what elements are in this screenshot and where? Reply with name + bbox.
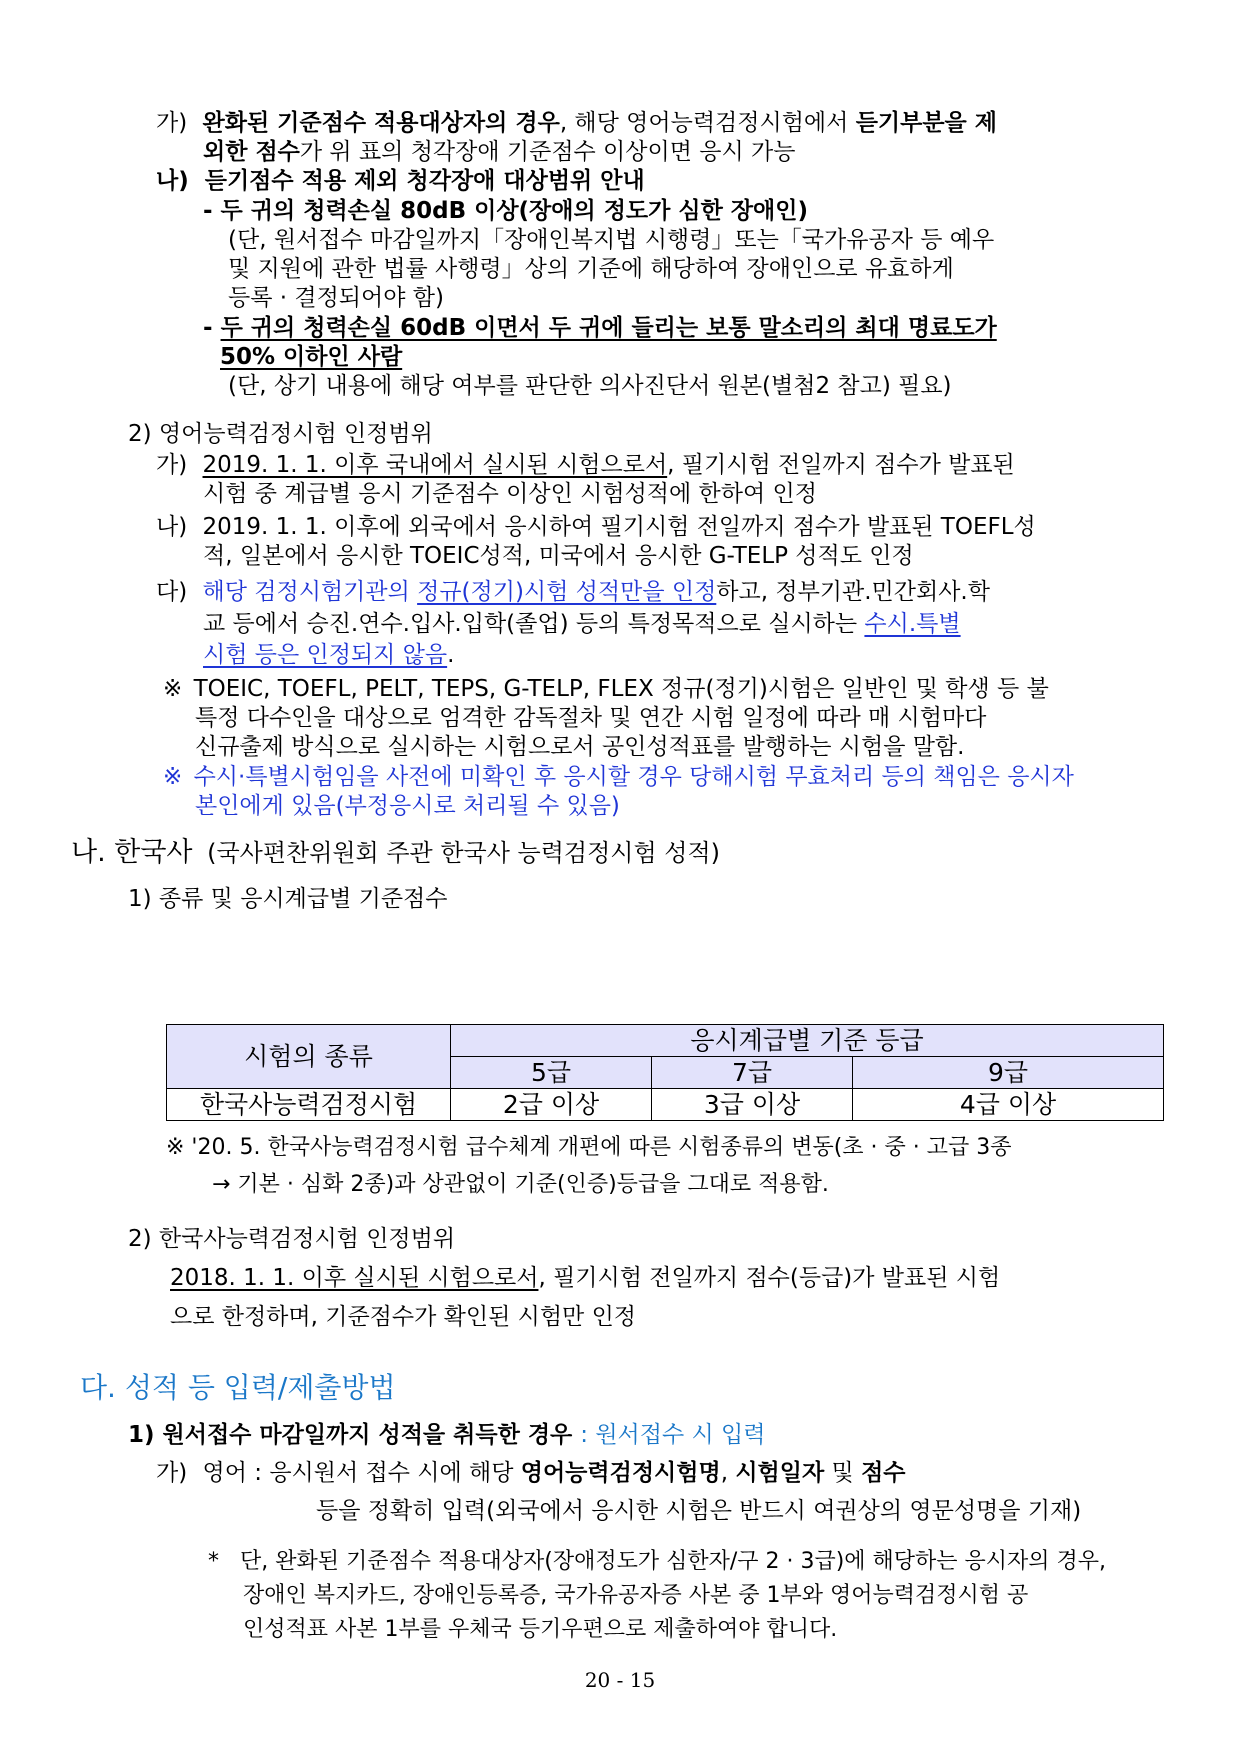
text: , 필기시험 전일까지 점수(등급)가 발표된 시험 [538, 1265, 1001, 1291]
submit-sub1 [128, 1420, 765, 1450]
range-item-1: - 두 귀의 청력손실 80dB 이상(장애의 정도가 심한 장애인) [203, 198, 808, 224]
item-ga-line2 [203, 137, 795, 167]
note-mark: ※ [163, 676, 183, 702]
cell-grade-9: 4급 이상 [853, 1089, 1164, 1121]
scope-note1-line1 [163, 674, 1049, 704]
item-label: 나) [156, 514, 188, 540]
text: . [447, 642, 455, 668]
range-note-1: (단, 원서접수 마감일까지「장애인복지법 시행령」또는「국가유공자 등 예우 [228, 227, 995, 253]
heading-subtext: (국사편찬위원회 주관 한국사 능력검정시험 성적) [207, 839, 721, 867]
range-note-2: 및 지원에 관한 법률 사행령」상의 기준에 해당하여 장애인으로 유효하게 [228, 256, 954, 282]
table-row [167, 1025, 1164, 1057]
dash: - [203, 315, 221, 341]
submit-star-line1 [208, 1547, 1106, 1577]
item-na-title [156, 166, 645, 196]
text: TOEIC, TOEFL, PELT, TEPS, G-TELP, FLEX 정규(정기)시험은 일반인 및 학생 등 불 [193, 676, 1049, 702]
range-item-2-cont [220, 342, 402, 372]
range-item-2 [203, 313, 997, 343]
blue-underlined-text: 시험 등은 인정되지 않음 [203, 642, 448, 668]
blue-underlined-text: 정규(정기)시험 성적만을 인정 [417, 579, 717, 605]
bold-text: 외한 점수 [203, 139, 300, 165]
grade-table [166, 1024, 1164, 1121]
scope-note2-line1 [163, 762, 1074, 792]
bold-text: 점수 [861, 1460, 906, 1486]
section-heading-submission: 다. 성적 등 입력/제출방법 [80, 1371, 396, 1404]
history-sub1: 1) 종류 및 응시계급별 기준점수 [128, 886, 448, 912]
range-note-3: 등록 · 결정되어야 함) [228, 285, 444, 311]
scope-note2-line2: 본인에게 있음(부정응시로 처리될 수 있음) [195, 793, 620, 819]
text: 교 등에서 승진.연수.입사.입학(졸업) 등의 특정목적으로 실시하는 [203, 611, 865, 637]
item-label: 나) [156, 168, 189, 194]
item-ga-line1 [156, 108, 997, 138]
history-scope-line1 [170, 1263, 1000, 1293]
text: 수시·특별시험임을 사전에 미확인 후 응시할 경우 당해시험 무효처리 등의 책임은 응시자 [193, 764, 1074, 790]
submit-ga-line1 [156, 1458, 906, 1488]
history-sub2: 2) 한국사능력검정시험 인정범위 [128, 1226, 456, 1252]
range-note-4: (단, 상기 내용에 해당 여부를 판단한 의사진단서 원본(별첨2 참고) 필요) [228, 373, 952, 399]
item-label: 가) [156, 1460, 188, 1486]
text: 가 위 표의 청각장애 기준점수 이상이면 응시 가능 [299, 139, 796, 165]
cell-test-name: 한국사능력검정시험 [167, 1089, 451, 1121]
header-grade-7: 7급 [652, 1057, 853, 1089]
scope-da-line3 [203, 640, 454, 670]
scope-na-line2: 적, 일본에서 응시한 TOEIC성적, 미국에서 응시한 G-TELP 성적도 인정 [203, 543, 914, 569]
text: 2019. 1. 1. 이후에 외국에서 응시하여 필기시험 전일까지 점수가 발표된 TOEFL성 [202, 514, 1036, 540]
header-grade-5: 5급 [451, 1057, 652, 1089]
star-mark: * [208, 1549, 219, 1574]
item-label: 가) [156, 452, 188, 478]
scope-da-line2 [203, 609, 961, 639]
cell-grade-7: 3급 이상 [652, 1089, 853, 1121]
text: , 해당 영어능력검정시험에서 [559, 110, 856, 136]
underlined-text: 2019. 1. 1. 이후 국내에서 실시된 시험으로서 [202, 452, 668, 478]
blue-text: 해당 검정시험기관의 [202, 579, 418, 605]
header-grade-group: 응시계급별 기준 등급 [451, 1025, 1164, 1057]
text: 영어 : 응시원서 접수 시에 해당 [202, 1460, 521, 1486]
submit-star-line3: 인성적표 사본 1부를 우체국 등기우편으로 제출하여야 합니다. [243, 1617, 838, 1642]
text: , 필기시험 전일까지 점수가 발표된 [667, 452, 1015, 478]
bold-text: 완화된 기준점수 적용대상자의 경우 [202, 110, 560, 136]
text: 하고, 정부기관.민간회사.학 [716, 579, 990, 605]
bold-text: 영어능력검정시험명 [520, 1460, 721, 1486]
scope-ga-line1 [156, 450, 1015, 480]
scope-note1-line3: 신규출제 방식으로 실시하는 시험으로서 공인성적표를 발행하는 시험을 말함. [195, 734, 965, 760]
history-note-line1: ※ '20. 5. 한국사능력검정시험 급수체계 개편에 따른 시험종류의 변동(초 · 중 · 고급 3종 [166, 1135, 1012, 1160]
submit-star-line2: 장애인 복지카드, 장애인등록증, 국가유공자증 사본 중 1부와 영어능력검정시험 공 [243, 1583, 1029, 1608]
scope-note1-line2: 특정 다수인을 대상으로 엄격한 감독절차 및 연간 시험 일정에 따라 매 시험마다 [195, 705, 987, 731]
item-label: 다) [156, 579, 188, 605]
underlined-text: 50% 이하인 사람 [220, 344, 403, 370]
page-number: 20 - 15 [584, 1668, 656, 1692]
text: 단, 완화된 기준점수 적용대상자(장애정도가 심한자/구 2 · 3급)에 해당하는 응시자의 경우, [240, 1549, 1107, 1574]
note-mark: ※ [163, 764, 183, 790]
history-scope-line2: 으로 한정하며, 기준점수가 확인된 시험만 인정 [170, 1304, 637, 1330]
header-grade-9: 9급 [853, 1057, 1164, 1089]
item-label: 가) [156, 110, 188, 136]
scope-da-line1 [156, 577, 990, 607]
bold-text: 시험일자 [735, 1460, 825, 1486]
cyan-text: : 원서접수 시 입력 [580, 1422, 766, 1448]
text: , [720, 1460, 736, 1486]
bold-text: 1) 원서접수 마감일까지 성적을 취득한 경우 [128, 1422, 581, 1448]
blue-underlined-text: 수시.특별 [864, 611, 961, 637]
scope-na-line1 [156, 512, 1036, 542]
heading-text: 나. 한국사 [71, 837, 193, 868]
scope-ga-line2: 시험 중 계급별 응시 기준점수 이상인 시험성적에 한하여 인정 [203, 481, 817, 507]
history-note-line2: → 기본 · 심화 2종)과 상관없이 기준(인증)등급을 그대로 적용함. [212, 1172, 829, 1197]
header-test-type: 시험의 종류 [167, 1025, 451, 1089]
bold-text: 듣기부분을 제 [855, 110, 998, 136]
underlined-text: 2018. 1. 1. 이후 실시된 시험으로서 [170, 1265, 539, 1291]
underlined-text: 두 귀의 청력손실 60dB 이면서 두 귀에 들리는 보통 말소리의 최대 명료도가 [220, 315, 997, 341]
submit-ga-line2: 등을 정확히 입력(외국에서 응시한 시험은 반드시 여권상의 영문성명을 기재) [316, 1498, 1082, 1524]
cell-grade-5: 2급 이상 [451, 1089, 652, 1121]
section-title-english-scope: 2) 영어능력검정시험 인정범위 [128, 421, 433, 447]
table-row [167, 1089, 1164, 1121]
item-title: 듣기점수 적용 제외 청각장애 대상범위 안내 [204, 168, 645, 194]
section-heading-korean-history [71, 836, 720, 870]
text: 및 [824, 1460, 862, 1486]
